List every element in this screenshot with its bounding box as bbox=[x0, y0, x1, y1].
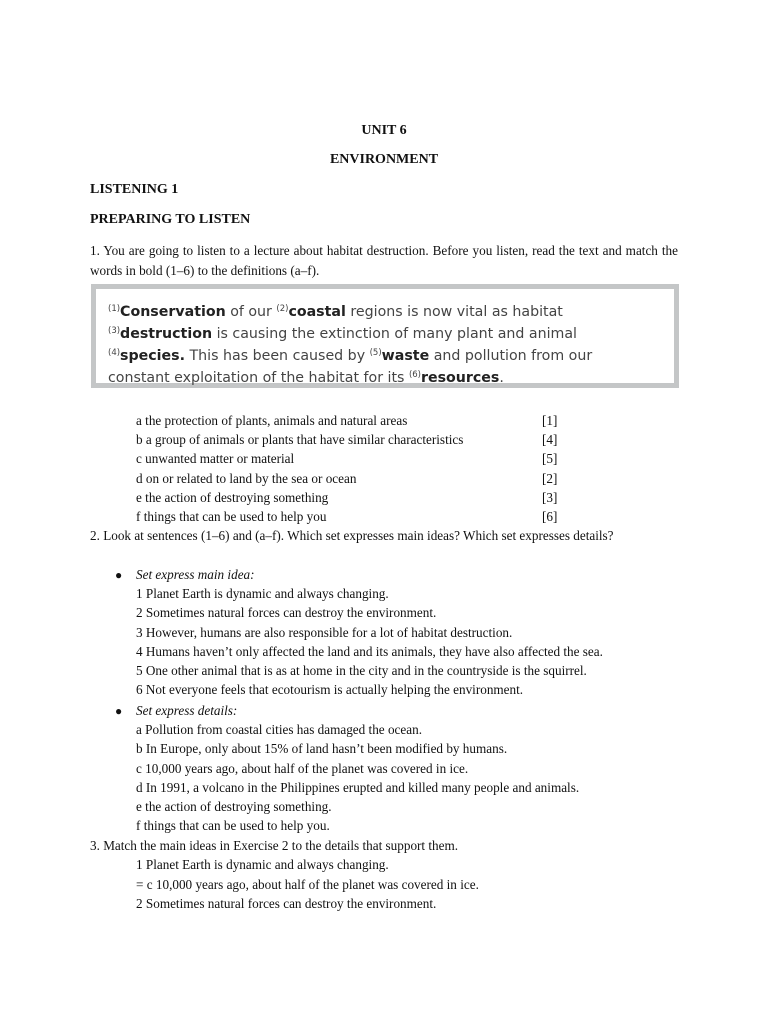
word-coastal: coastal bbox=[288, 304, 346, 320]
definition-answer: [4] bbox=[542, 432, 558, 448]
detail-item: c 10,000 years ago, about half of the planet was covered in ice. bbox=[136, 761, 469, 776]
definitions-list bbox=[136, 411, 566, 526]
details-heading: Set express details: bbox=[136, 703, 238, 718]
definition-row bbox=[136, 430, 566, 449]
box-text: constant exploitation of the habitat for its bbox=[108, 370, 409, 386]
listening-heading: LISTENING 1 bbox=[90, 182, 179, 197]
definition-text: b a group of animals or plants that have similar characteristics bbox=[136, 432, 464, 448]
definition-answer: [2] bbox=[542, 470, 558, 486]
box-text: is causing the extinction of many plant and animal bbox=[212, 326, 577, 342]
q3-line: 2 Sometimes natural forces can destroy the environment. bbox=[136, 896, 437, 911]
marker-1: (1) bbox=[108, 304, 121, 314]
marker-6: (6) bbox=[408, 370, 421, 380]
definition-row bbox=[136, 488, 566, 507]
q3-line: 1 Planet Earth is dynamic and always changing. bbox=[136, 857, 389, 872]
marker-2: (2) bbox=[276, 304, 289, 314]
word-resources: resources bbox=[420, 370, 500, 386]
definition-text: e the action of destroying something bbox=[136, 489, 329, 505]
bullet-icon: ● bbox=[115, 568, 123, 582]
q3-line: = c 10,000 years ago, about half of the planet was covered in ice. bbox=[136, 877, 479, 892]
detail-item: e the action of destroying something. bbox=[136, 799, 332, 814]
unit-heading: UNIT 6 bbox=[361, 123, 407, 138]
main-idea-item: 2 Sometimes natural forces can destroy the environment. bbox=[136, 605, 437, 620]
main-idea-heading: Set express main idea: bbox=[136, 567, 255, 582]
detail-item: b In Europe, only about 15% of land hasn’t been modified by humans. bbox=[136, 741, 508, 756]
box-text: regions is now vital as habitat bbox=[345, 304, 563, 320]
box-text: This has been caused by bbox=[185, 348, 370, 364]
preparing-heading: PREPARING TO LISTEN bbox=[90, 212, 251, 227]
box-text: . bbox=[499, 370, 504, 386]
detail-item: f things that can be used to help you. bbox=[136, 818, 330, 833]
detail-item: a Pollution from coastal cities has damaged the ocean. bbox=[136, 722, 423, 737]
definition-answer: [6] bbox=[542, 508, 558, 524]
box-text: and pollution from our bbox=[429, 348, 593, 364]
definition-text: f things that can be used to help you bbox=[136, 508, 327, 524]
definition-answer: [3] bbox=[542, 489, 558, 505]
word-destruction: destruction bbox=[120, 326, 213, 342]
word-waste: waste bbox=[381, 348, 430, 364]
main-idea-item: 3 However, humans are also responsible for a lot of habitat destruction. bbox=[136, 625, 513, 640]
word-conservation: Conservation bbox=[120, 304, 226, 320]
definition-row bbox=[136, 411, 566, 430]
title-heading: ENVIRONMENT bbox=[329, 152, 439, 167]
definition-text: c unwanted matter or material bbox=[136, 451, 295, 467]
marker-3: (3) bbox=[108, 326, 121, 336]
word-species: species. bbox=[120, 348, 185, 364]
vocabulary-text-box bbox=[91, 284, 679, 388]
marker-4: (4) bbox=[108, 348, 121, 358]
question-1: 1. You are going to listen to a lecture about habitat destruction. Before you listen, read the text and match the words in bold (1–6) to the definitions (a–f). bbox=[90, 243, 678, 278]
question-3: 3. Match the main ideas in Exercise 2 to the details that support them. bbox=[90, 838, 459, 853]
definition-text: d on or related to land by the sea or ocean bbox=[136, 470, 357, 486]
definition-row bbox=[136, 469, 566, 488]
main-idea-item: 1 Planet Earth is dynamic and always changing. bbox=[136, 586, 389, 601]
question-2: 2. Look at sentences (1–6) and (a–f). Which set expresses main ideas? Which set expresses details? bbox=[90, 528, 614, 543]
definition-row bbox=[136, 449, 566, 468]
marker-5: (5) bbox=[369, 348, 382, 358]
bullet-icon: ● bbox=[115, 704, 123, 718]
main-idea-item: 5 One other animal that is as at home in the city and in the countryside is the squirrel. bbox=[136, 663, 587, 678]
main-idea-item: 4 Humans haven’t only affected the land and its animals, they have also affected the sea. bbox=[136, 644, 603, 659]
definition-text: a the protection of plants, animals and natural areas bbox=[136, 413, 408, 428]
definition-row bbox=[136, 507, 566, 526]
definition-answer: [1] bbox=[542, 413, 558, 428]
box-text: of our bbox=[225, 304, 277, 320]
main-idea-item: 6 Not everyone feels that ecotourism is actually helping the environment. bbox=[136, 682, 524, 697]
definition-answer: [5] bbox=[542, 451, 558, 467]
detail-item: d In 1991, a volcano in the Philippines erupted and killed many people and animals. bbox=[136, 780, 580, 795]
